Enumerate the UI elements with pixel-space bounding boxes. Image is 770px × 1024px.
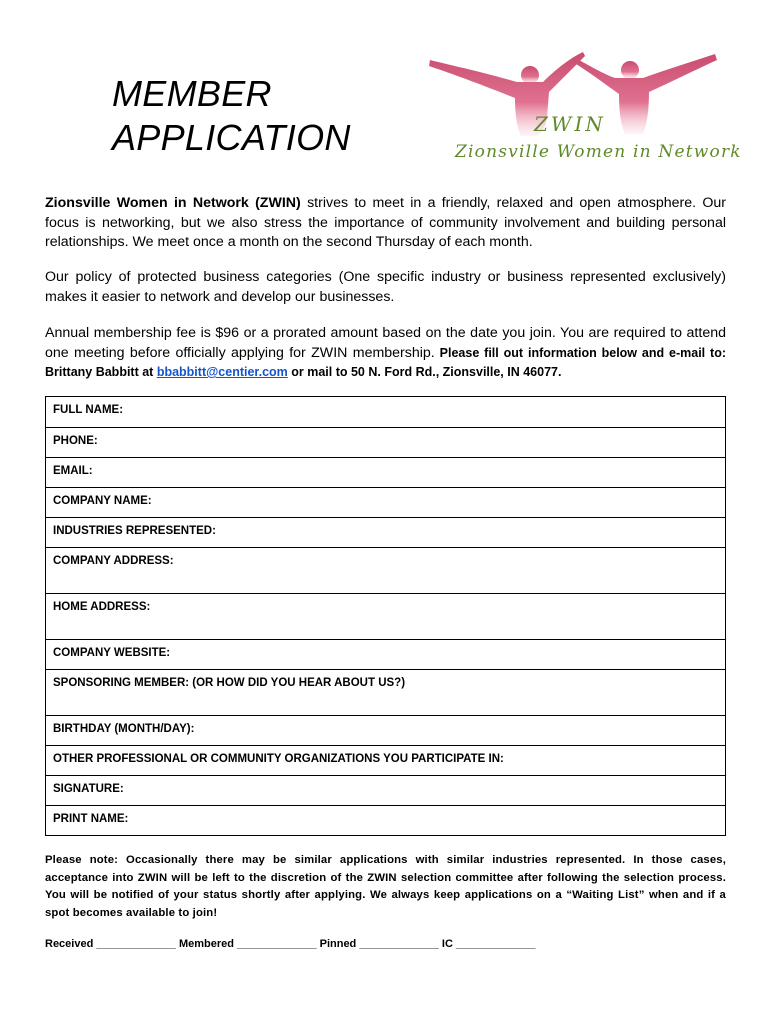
field-full-name[interactable]: FULL NAME: [53,404,124,416]
field-company-address[interactable]: COMPANY ADDRESS: [46,547,725,593]
field-organizations[interactable]: OTHER PROFESSIONAL OR COMMUNITY ORGANIZATIONS YOU PARTICIPATE IN: [46,745,725,775]
application-form [45,396,726,836]
field-birthday[interactable]: BIRTHDAY (MONTH/DAY): [46,715,725,745]
logo-tagline: Zionsville Women in Network [455,142,742,162]
field-company-name[interactable]: COMPANY NAME: [46,487,725,517]
intro-paragraph-2: Our policy of protected business categories (One specific industry or business represented exclusively) makes it easier to network and develop our businesses. [45,269,726,305]
field-print-name[interactable]: PRINT NAME: [46,805,725,835]
fee-text: Annual membership fee is $96 or a prorated amount based on the date you join. You are required to attend one meeting before officially applying for ZWIN membership. [45,325,726,361]
logo-name: ZWIN [534,112,606,136]
title-line-1: MEMBER [112,73,272,114]
page-title [112,72,351,160]
org-name: Zionsville Women in Network (ZWIN) [45,195,301,211]
email-link[interactable]: bbabbitt@centier.com [156,365,288,379]
field-sponsoring-member[interactable]: SPONSORING MEMBER: (OR HOW DID YOU HEAR ABOUT US?) [46,669,725,715]
office-use-line: Received _____________ Membered _____________ Pinned _____________ IC _____________ [45,938,536,950]
field-company-website[interactable]: COMPANY WEBSITE: [46,639,725,669]
field-home-address[interactable]: HOME ADDRESS: [46,593,725,639]
field-phone[interactable]: PHONE: [46,427,725,457]
intro-paragraph-1-text: strives to meet in a friendly, relaxed and open atmosphere. Our focus is networking, but we also stress the importance of community involvement and building personal relationships. We meet once a month on the second Thursday of each month. [45,195,727,250]
submit-instructions-text: Please fill out information below and e-mail to: Brittany Babbitt at [45,345,727,379]
intro-paragraph-1 [45,194,726,253]
field-signature[interactable]: SIGNATURE: [46,775,725,805]
title-line-2: APPLICATION [112,117,351,158]
mailing-address: or mail to 50 N. Ford Rd., Zionsville, IN 46077. [287,365,562,379]
field-email[interactable]: EMAIL: [46,457,725,487]
field-industries[interactable]: INDUSTRIES REPRESENTED: [46,517,725,547]
please-note: Please note: Occasionally there may be similar applications with similar industries represented. In those cases, acceptance into ZWIN will be left to the discretion of the ZWIN selection committee after following the selection process. You will be notified of your status shortly after applying. We always keep applications on a “Waiting List” when and if a spot becomes available to join! [45,854,726,919]
intro-paragraph-3 [45,324,726,383]
